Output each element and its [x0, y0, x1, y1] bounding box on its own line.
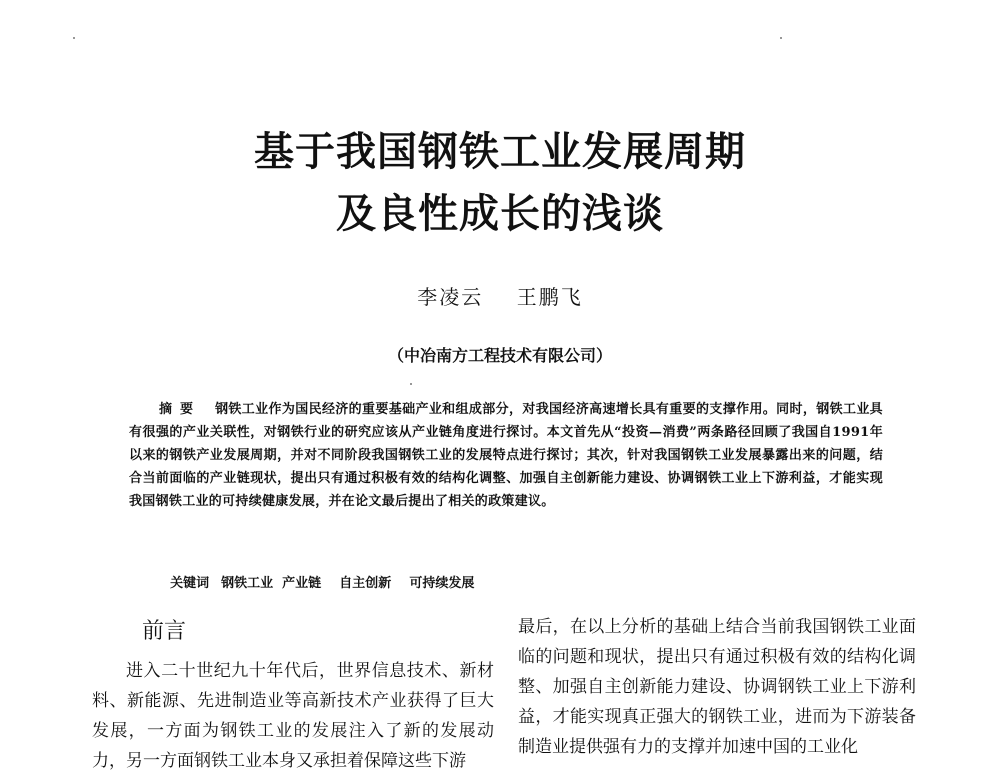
- scan-speck: [780, 37, 782, 39]
- affiliation: （中冶南方工程技术有限公司）: [387, 346, 612, 365]
- body-left-column: 进入二十世纪九十年代后，世界信息技术、新材料、新能源、先进制造业等高新技术产业获得了巨大发展，一方面为钢铁工业的发展注入了新的发展动力，另一方面钢铁工业本身又承担着保障这些下游: [92, 661, 494, 771]
- section-heading-preface: 前言: [142, 619, 187, 644]
- keywords-label: 关键词: [170, 576, 210, 591]
- keywords: [161, 557, 881, 591]
- abstract: [129, 398, 883, 513]
- authors: 李凌云 王鹏飞: [417, 285, 583, 309]
- keywords-text: 钢铁工业 产业链 自主创新 可持续发展: [221, 576, 475, 591]
- abstract-label: 摘要: [159, 402, 202, 417]
- body-right-column: 最后，在以上分析的基础上结合当前我国钢铁工业面临的问题和现状，提出只有通过积极有效的结构化调整、加强自主创新能力建设、协调钢铁工业上下游利益，才能实现真正强大的钢铁工业，进而为下游装备制造业提供强有力的支撑并加速中国的工业化: [518, 617, 916, 757]
- paper-title-line-1: 基于我国钢铁工业发展周期: [254, 129, 746, 175]
- scan-speck: [410, 383, 412, 385]
- abstract-text: 钢铁工业作为国民经济的重要基础产业和组成部分，对我国经济高速增长具有重要的支撑作用。同时，钢铁工业具有很强的产业关联性，对钢铁行业的研究应该从产业链角度进行探讨。本文首先从“投资—消费”两条路径回顾了我国自1991年以来的钢铁产业发展周期，并对不同阶段我国钢铁工业的发展特点进行探讨；其次，针对我国钢铁工业发展暴露出来的问题，结合当前面临的产业链现状，提出只有通过积极有效的结构化调整、加强自主创新能力建设、协调钢铁工业上下游利益，才能实现我国钢铁工业的可持续健康发展，并在论文最后提出了相关的政策建议。: [129, 402, 883, 509]
- scan-speck: [73, 37, 75, 39]
- paper-title-line-2: 及良性成长的浅谈: [336, 191, 664, 237]
